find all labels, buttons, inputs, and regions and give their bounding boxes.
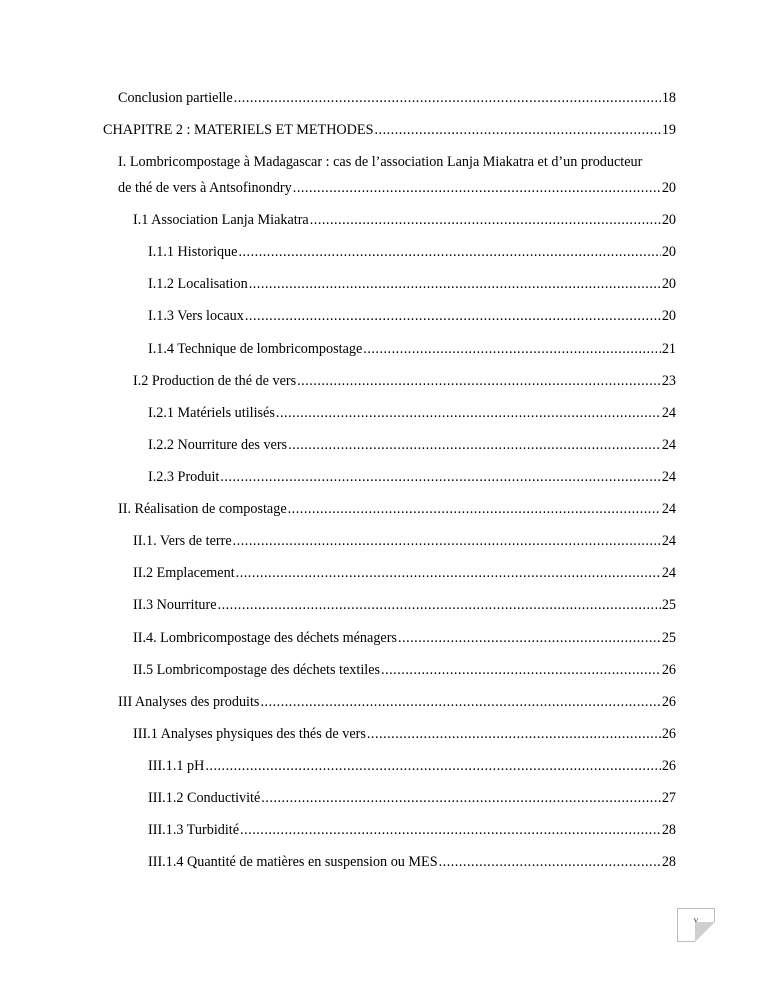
toc-entry-page: 26 <box>661 726 676 742</box>
dot-leader <box>261 789 661 807</box>
toc-entry-line1[interactable] <box>118 153 676 171</box>
toc-entry-label: I.1.4 Technique de lombricompostage <box>148 341 363 357</box>
page-curl-icon <box>695 922 715 942</box>
toc-entry-label: III Analyses des produits <box>118 694 260 710</box>
toc-entry-page: 20 <box>661 308 676 324</box>
toc-entry-page: 28 <box>661 822 676 838</box>
toc-entry-page: 25 <box>661 597 676 613</box>
toc-entry-label: I.2 Production de thé de vers <box>133 373 297 389</box>
toc-entry-label: II.3 Nourriture <box>133 597 217 613</box>
toc-entry-label: II.4. Lombricompostage des déchets ménagers <box>133 630 397 646</box>
dot-leader <box>276 404 661 422</box>
toc-entry-label: I.2.3 Produit <box>148 469 220 485</box>
toc-entry[interactable] <box>133 661 676 679</box>
toc-entry[interactable] <box>133 532 676 550</box>
toc-entry-page: 24 <box>661 533 676 549</box>
toc-entry-page: 20 <box>661 180 676 196</box>
dot-leader <box>297 372 661 390</box>
dot-leader <box>288 500 661 518</box>
toc-entry-page: 20 <box>661 244 676 260</box>
dot-leader <box>398 629 661 647</box>
toc-entry-page: 24 <box>661 565 676 581</box>
page-number-box <box>677 908 715 942</box>
toc-entry-label: III.1.4 Quantité de matières en suspension ou MES <box>148 854 438 870</box>
toc-entry[interactable] <box>148 821 676 839</box>
dot-leader <box>363 340 661 358</box>
toc-entry-label: II. Réalisation de compostage <box>118 501 287 517</box>
toc-entry-label: II.5 Lombricompostage des déchets textiles <box>133 662 381 678</box>
toc-entry[interactable] <box>118 500 676 518</box>
toc-entry-label: III.1.3 Turbidité <box>148 822 240 838</box>
toc-entry-page: 28 <box>661 854 676 870</box>
dot-leader <box>310 211 661 229</box>
dot-leader <box>367 725 661 743</box>
toc-entry[interactable] <box>148 275 676 293</box>
toc-entry-page: 24 <box>661 405 676 421</box>
dot-leader <box>236 564 661 582</box>
dot-leader <box>381 661 661 679</box>
toc-entry-label: III.1.1 pH <box>148 758 205 774</box>
dot-leader <box>205 757 660 775</box>
toc-entry-page: 24 <box>661 437 676 453</box>
toc-entry-label: I. Lombricompostage à Madagascar : cas de l’association Lanja Miakatra et d’un producteur <box>118 154 643 170</box>
toc-entry-label: CHAPITRE 2 : MATERIELS ET METHODES <box>103 122 374 138</box>
toc-entry-label: I.2.2 Nourriture des vers <box>148 437 288 453</box>
toc-entry-page: 24 <box>661 501 676 517</box>
toc-entry-label: I.1 Association Lanja Miakatra <box>133 212 309 228</box>
toc-entry-label: II.1. Vers de terre <box>133 533 232 549</box>
toc-entry[interactable] <box>133 629 676 647</box>
toc-entry[interactable] <box>148 404 676 422</box>
toc-entry-label: II.2 Emplacement <box>133 565 235 581</box>
toc-entry[interactable] <box>118 693 676 711</box>
page-number: v <box>693 915 699 925</box>
toc-entry[interactable] <box>148 757 676 775</box>
toc-entry[interactable] <box>148 340 676 358</box>
toc-entry-label: I.1.2 Localisation <box>148 276 248 292</box>
toc-entry-label: Conclusion partielle <box>118 90 233 106</box>
toc-entry[interactable] <box>118 179 676 197</box>
toc-entry-page: 20 <box>661 212 676 228</box>
toc-entry-page: 26 <box>661 694 676 710</box>
toc-entry-page: 18 <box>661 90 676 106</box>
dot-leader <box>245 307 661 325</box>
toc-entry-page: 26 <box>661 758 676 774</box>
toc-entry-label: III.1 Analyses physiques des thés de vers <box>133 726 366 742</box>
toc-entry[interactable] <box>133 211 676 229</box>
toc-entry[interactable] <box>133 725 676 743</box>
toc-entry[interactable] <box>148 853 676 871</box>
toc-entry[interactable] <box>148 307 676 325</box>
toc-entry-page: 25 <box>661 630 676 646</box>
dot-leader <box>218 596 661 614</box>
toc-entry[interactable] <box>133 372 676 390</box>
toc-entry[interactable] <box>148 789 676 807</box>
toc-entry-page: 20 <box>661 276 676 292</box>
dot-leader <box>233 532 661 550</box>
toc-entry-page: 21 <box>661 341 676 357</box>
toc-entry-label: III.1.2 Conductivité <box>148 790 261 806</box>
toc-entry-page: 27 <box>661 790 676 806</box>
toc-entry-page: 26 <box>661 662 676 678</box>
toc-entry-page: 19 <box>661 122 676 138</box>
toc-entry-label: I.2.1 Matériels utilisés <box>148 405 275 421</box>
toc-entry-page: 23 <box>661 373 676 389</box>
toc-entry-label: I.1.3 Vers locaux <box>148 308 244 324</box>
dot-leader <box>238 243 660 261</box>
dot-leader <box>234 89 661 107</box>
toc-entry[interactable] <box>118 89 676 107</box>
toc-entry[interactable] <box>133 596 676 614</box>
toc-entry-page: 24 <box>661 469 676 485</box>
toc-entry[interactable] <box>148 436 676 454</box>
toc-entry[interactable] <box>148 468 676 486</box>
dot-leader <box>374 121 660 139</box>
toc-entry[interactable] <box>148 243 676 261</box>
dot-leader <box>288 436 661 454</box>
dot-leader <box>260 693 660 711</box>
dot-leader <box>249 275 661 293</box>
toc-entry[interactable] <box>103 121 676 139</box>
toc-entry[interactable] <box>133 564 676 582</box>
toc-entry-label: I.1.1 Historique <box>148 244 238 260</box>
dot-leader <box>439 853 661 871</box>
dot-leader <box>240 821 661 839</box>
toc-entry-label: de thé de vers à Antsofinondry <box>118 180 292 196</box>
dot-leader <box>293 179 661 197</box>
dot-leader <box>220 468 660 486</box>
